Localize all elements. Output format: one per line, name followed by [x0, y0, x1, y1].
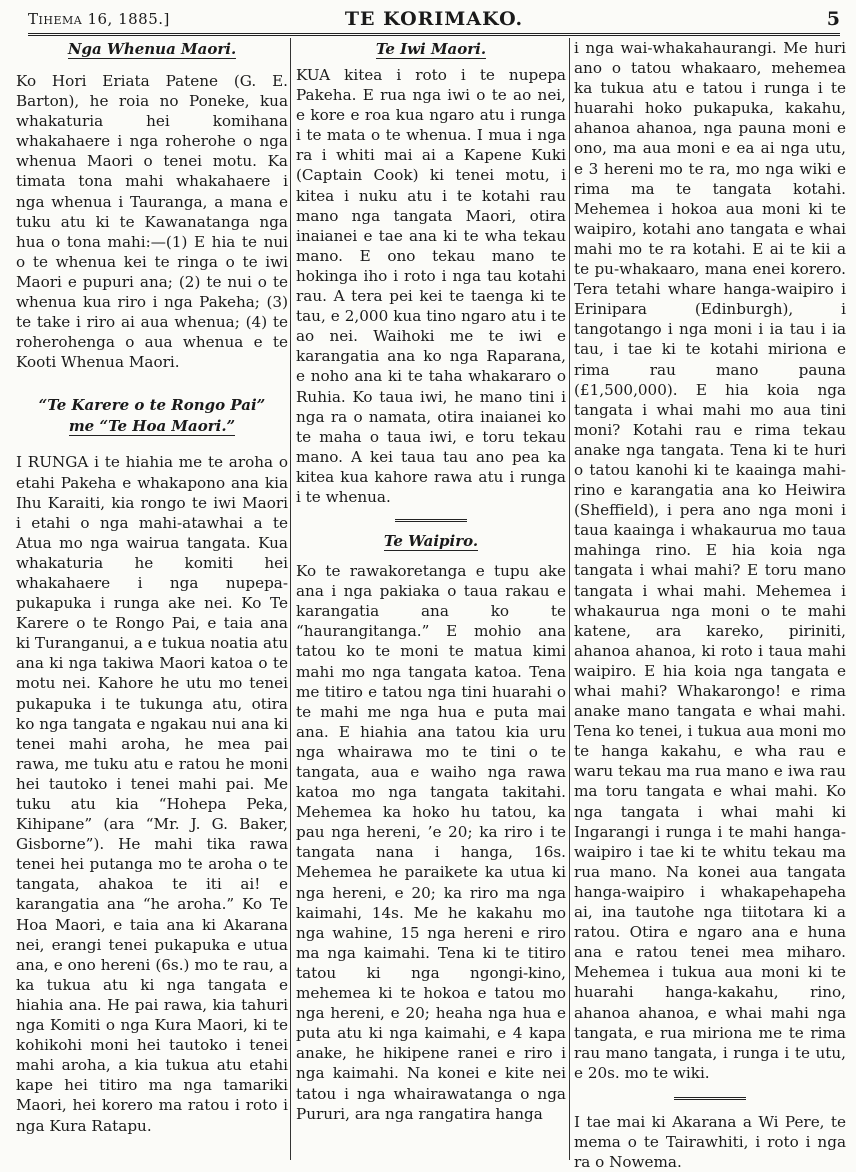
- column-1: [16, 38, 288, 1160]
- page-header: [28, 8, 840, 32]
- article-heading: Te Iwi Maori.: [375, 40, 487, 58]
- column-divider: [290, 38, 291, 1160]
- issue-date: Tihema 16, 1885.]: [28, 10, 170, 28]
- article-heading: Te Waipiro.: [383, 532, 479, 551]
- column-3: [574, 38, 846, 1172]
- article-heading: “Te Karere o te Rongo Pai”: [38, 396, 266, 415]
- article-body: I tae mai ki Akarana a Wi Pere, te mema o te Tairawhiti, i roto i nga ra o Nowema.: [574, 1112, 846, 1172]
- article-body: KUA kitea i roto i te nupepa Pakeha. E rua nga iwi o te ao nei, e kore e roa kua ngaro atu i runga i te mata o te whenua. I mua i nga ra i whiti mai ai a Kapene Kuki (Captain Cook) ki tenei motu, i kitea i nuku atu i te kotahi rau mano nga tangata Maori, otira inaianei e tae ana ki te wha tekau mano. E ono tekau mano te hokinga iho i roto i nga tau kotahi rau. A tera pei kei te taenga ki te tau, e 2,000 kua tino ngaro atu i te ao nei. Waihoki me te iwi e karangatia ana ko nga Raparana, e noho ana ki te taha whakararo o Ruhia. Ko taua iwi, he mano tini i nga ra o namata, otira inaianei ko te maha o taua iwi, e toru tekau mano. A kei taua tau ano pea ka kitea kua kahore rawa atu i runga i te whenua.: [296, 66, 566, 506]
- page-number: 5: [826, 8, 840, 30]
- article-heading: Nga Whenua Maori.: [67, 40, 237, 58]
- article-body: i nga wai-whakahaurangi. Me huri ano o tatou whakaaro, mehemea ka tukua atu e tatou i runga i te huarahi hoko pukapuka, kakahu, ahanoa ahanoa, nga pauna moni e ono, ma aua moni e ea ai nga utu, e 3 hereni mo te ra, mo nga wiki e rima ma te tangata kotahi. Mehemea i hokoa aua moni ki te waipiro, kotahi ano tangata e whai mahi mo te ra kotahi. E ai te kii a te pu-whakaaro, mana enei korero. Tera tetahi whare hanga-waipiro i Erinipara (Edinburgh), i tangotango i nga moni i ia tau i ia tau, i tae ki te kotahi miriona e rima rau mano pauna (£1,500,000). E hia koia nga tangata i whai mahi mo aua tini moni? Kotahi rau e rima tekau anake nga tangata. Tena ki te huri o tatou kanohi ki te kaainga mahi-rino e karangatia ana ko Heiwira (Sheffield), i pera ano nga moni i taua kaainga i whakaurua mo taua mahinga rino. E hia koia nga tangata i whai mahi? E toru mano tangata i whai mahi. Mehemea i whakaurua nga moni o te mahi katene, ara kareko, piriniti, ahanoa ahanoa, ki roto i taua mahi waipiro. E hia koia nga tangata e whai mahi? Whakarongo! e rima anake mano tangata e whai mahi. Tena ko tenei, i tukua aua moni mo te hanga kakahu, e wha rau e waru tekau ma rua mano e iwa rau ma toru tangata e whai mahi. Ko nga tangata i whai mahi ki Ingarangi i runga i te mahi hanga-waipiro i tae ki te whitu tekau ma rua mano. Na konei aua tangata hanga-waipiro i whakapehapeha ai, ina tautohe nga tiitotara ki a ratou. Otira e ngaro ana e huna ana e ratou tenei mea miharo. Mehemea i tukua aua moni ki te huarahi hanga-kakahu, rino, ahanoa ahanoa, e whai mahi nga tangata, e rua miriona me te rima rau mano tangata, i runga i te utu, e 20s. mo te wiki.: [574, 39, 846, 1082]
- newspaper-title: TE KORIMAKO.: [344, 8, 524, 30]
- article-body: Ko te rawakoretanga e tupu ake ana i nga pakiaka o taua rakau e karangatia ana ko te “haurangitanga.” E mohio ana tatou ko te moni te matua kimi mahi mo nga tangata katoa. Tena me titiro e tatou nga tini huarahi o te mahi me nga hua e puta mai ana. E hiahia ana tatou kia uru nga whairawa mo te tini o te tangata, aua e waiho nga rawa katoa mo nga tangata takitahi. Mehemea ka hoko hu tatou, ka pau nga hereni, ’e 20; ka riro i te tangata nana i hanga, 16s. Mehemea he paraikete ka utua ki nga hereni, e 20; ka riro ma nga kaimahi, 14s. Me he kakahu mo nga wahine, 15 nga hereni e riro ma nga kaimahi. Tena ki te titiro tatou ki nga ngongi-kino, mehemea ki te hokoa e tatou mo nga hereni, e 20; heaha nga hua e puta atu ki nga kaimahi, e 4 kapa anake, he hikipene ranei e riro i nga kaimahi. Na konei e kite nei tatou i nga whairawatanga o nga Pururi, ara nga rangatira hanga: [296, 562, 566, 1123]
- column-2: [296, 38, 566, 1160]
- header-rule: [28, 33, 840, 36]
- column-divider: [569, 38, 570, 1160]
- article-body: I RUNGA i te hiahia me te aroha o etahi Pakeha e whakapono ana kia Ihu Karaiti, kia rongo te iwi Maori i etahi o nga mahi-atawhai a te Atua mo nga wairua tangata. Kua whakaturia he komiti hei whakahaere i nga nupepa-pukapuka i runga ake nei. Ko Te Karere o te Rongo Pai, e taia ana ki Turanganui, a e tukua noatia atu ana ki nga takiwa Maori katoa o te motu nei. Kahore he utu mo tenei pukapuka i te tukunga atu, otira ko nga tangata e ngakau nui ana ki tenei mahi aroha, he mea pai rawa, me tuku atu e ratou he moni hei tautoko i tenei mahi pai. Me tuku atu kia “Hohepa Peka, Kihipane” (ara “Mr. J. G. Baker, Gisborne”). He mahi tika rawa tenei hei putanga mo te aroha o te tangata, ahakoa te iti ai! e karangatia ana “he aroha.” Ko Te Hoa Maori, e taia ana ki Akarana nei, erangi tenei pukapuka e utua ana, e ono hereni (6s.) mo te rau, a ka tukua atu ki nga tangata e hiahia ana. He pai rawa, kia tahuri nga Komiti o nga Kura Maori, ki te kohikohi moni hei tautoko i tenei mahi aroha, a kia tukua atu etahi kape hei titiro ma nga tamariki Maori, hei korero ma ratou i roto i nga Kura Ratapu.: [16, 453, 288, 1135]
- article-heading: me “Te Hoa Maori.”: [68, 417, 236, 436]
- article-body: Ko Hori Eriata Patene (G. E. Barton), he roia no Poneke, kua whakaturia hei komihana whakahaere i nga roherohe o nga whenua Maori o tenei motu. Ka timata tona mahi whakahaere i nga whenua i Tauranga, a mana e tuku atu ki te Kawanatanga nga hua o tona mahi:—(1) E hia te nui o te whenua kei te ringa o te iwi Maori e pupuri ana; (2) te nui o te whenua kua riro i nga Pakeha; (3) te take i riro ai aua whenua; (4) te roherohenga o aua whenua e te Kooti Whenua Maori.: [16, 72, 288, 372]
- section-separator: [674, 1097, 746, 1100]
- section-separator: [395, 519, 467, 522]
